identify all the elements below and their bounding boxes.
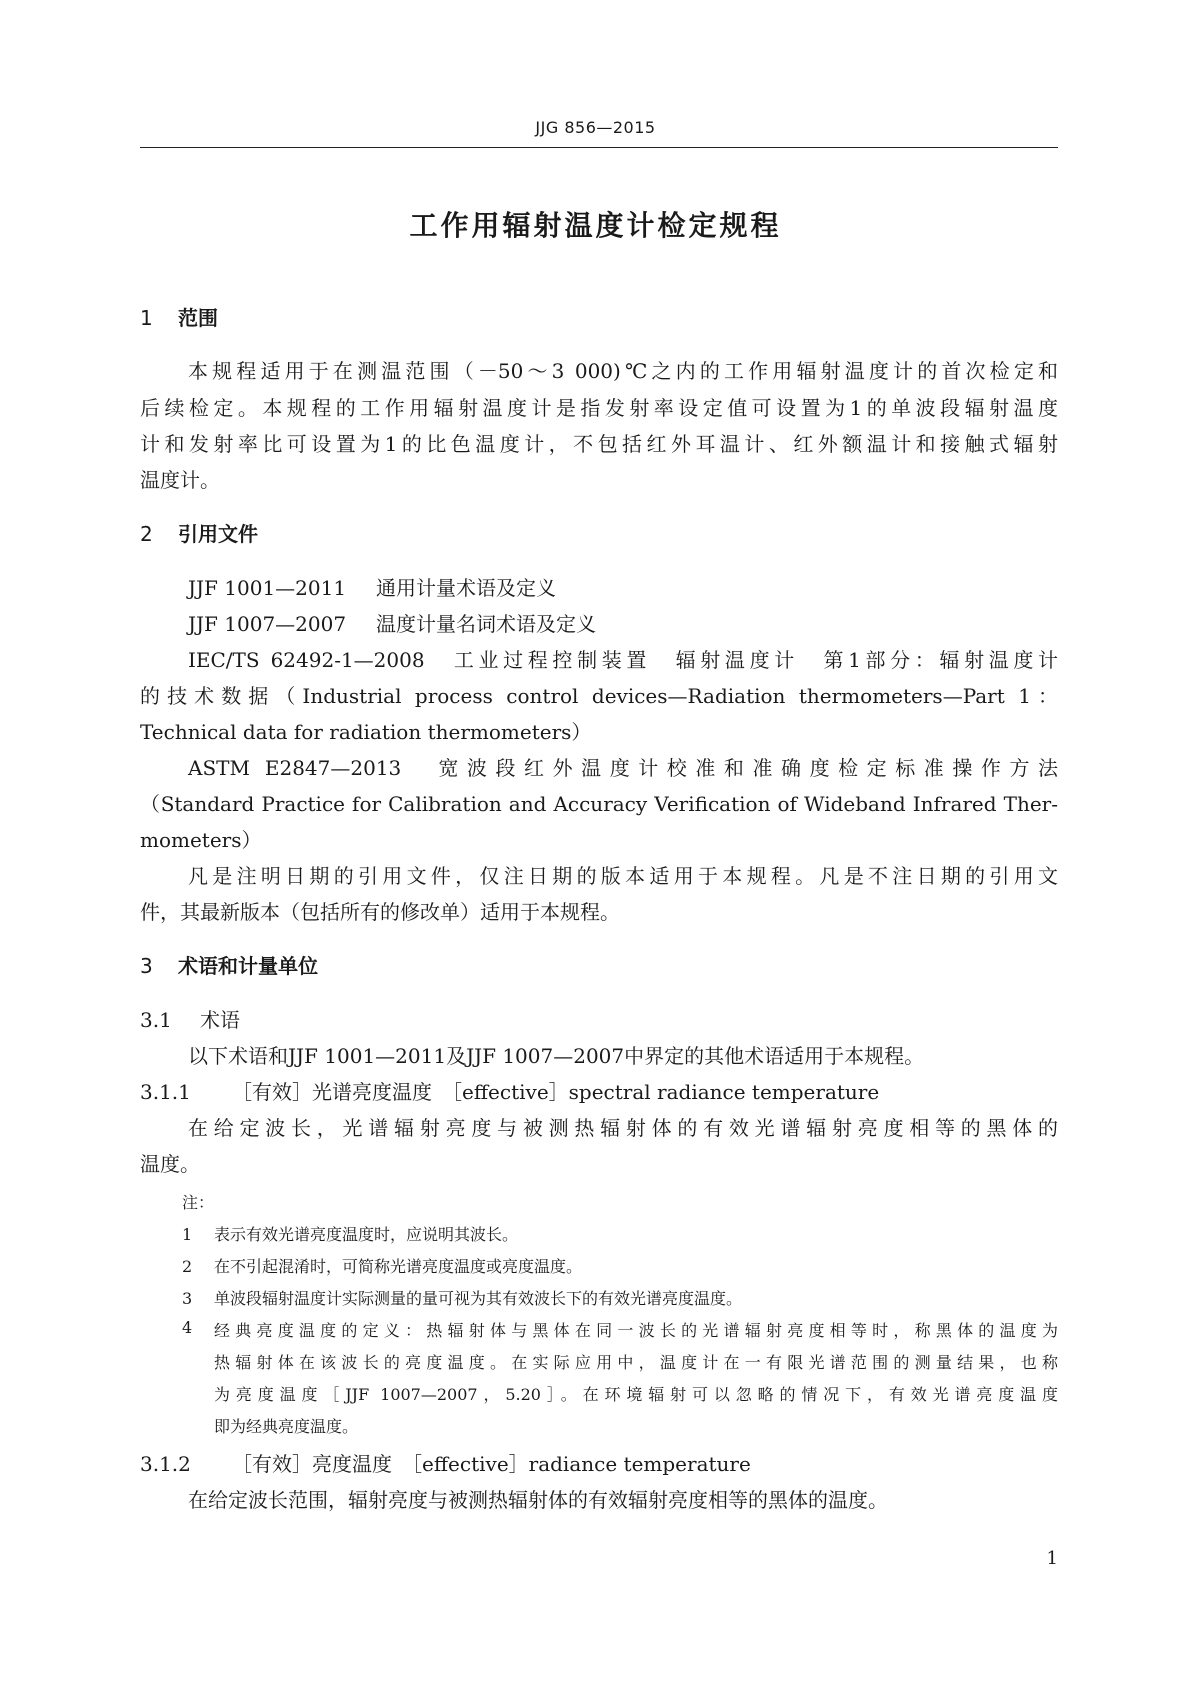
note-4-line-3: 为亮度温度［JJF 1007—2007，5.20］。在环境辐射可以忽略的情况下，有效光谱亮度温度 bbox=[214, 1385, 1058, 1404]
note-text: 单波段辐射温度计实际测量的量可视为其有效波长下的有效光谱亮度温度。 bbox=[214, 1289, 743, 1308]
note-label: 注： bbox=[182, 1193, 215, 1212]
section-3-heading bbox=[140, 950, 318, 979]
section-1-heading bbox=[140, 302, 218, 331]
section-2-heading bbox=[140, 518, 258, 547]
iec-reference-line-2: 的技术数据（Industrial process control devices—Radiation thermometers—Part 1： bbox=[140, 684, 1058, 708]
term-3-1-1-definition-line-1: 在给定波长，光谱辐射亮度与被测热辐射体的有效光谱辐射亮度相等的黑体的 bbox=[188, 1116, 1058, 1140]
note-item bbox=[182, 1254, 582, 1277]
reference-title: 通用计量术语及定义 bbox=[376, 576, 556, 600]
section-title: 范围 bbox=[178, 306, 218, 330]
note-4-line-1: 经典亮度温度的定义：热辐射体与黑体在同一波长的光谱辐射亮度相等时，称黑体的温度为 bbox=[214, 1321, 1058, 1340]
reference-item bbox=[188, 608, 596, 637]
astm-reference-line-3: mometers） bbox=[140, 828, 262, 852]
section-number: 2 bbox=[140, 522, 153, 546]
note-item bbox=[182, 1318, 214, 1337]
note-number: 4 bbox=[182, 1318, 193, 1337]
reference-code: JJF 1001—2011 bbox=[188, 576, 347, 600]
term-number: 3.1.2 bbox=[140, 1452, 191, 1476]
term-number: 3.1.1 bbox=[140, 1080, 191, 1104]
scope-line-4: 温度计。 bbox=[140, 468, 220, 492]
iec-reference-line-1: IEC/TS 62492-1—2008 工业过程控制装置 辐射温度计 第1部分：辐射温度计 bbox=[188, 648, 1058, 672]
page-number: 1 bbox=[1046, 1548, 1058, 1569]
dated-reference-note-line-1: 凡是注明日期的引用文件，仅注日期的版本适用于本规程。凡是不注日期的引用文 bbox=[188, 864, 1058, 888]
section-number: 1 bbox=[140, 306, 153, 330]
note-text: 在不引起混淆时，可简称光谱亮度温度或亮度温度。 bbox=[214, 1257, 583, 1276]
dated-reference-note-line-2: 件，其最新版本（包括所有的修改单）适用于本规程。 bbox=[140, 900, 620, 924]
term-3-1-2-heading bbox=[140, 1448, 751, 1477]
term-3-1-1-definition-line-2: 温度。 bbox=[140, 1152, 200, 1176]
page-title: 工作用辐射温度计检定规程 bbox=[409, 209, 782, 242]
document-code: JJG 856—2015 bbox=[535, 118, 656, 137]
section-number: 3 bbox=[140, 954, 153, 978]
note-4-line-2: 热辐射体在该波长的亮度温度。在实际应用中，温度计在一有限光谱范围的测量结果，也称 bbox=[214, 1353, 1058, 1372]
astm-reference-line-2: （Standard Practice for Calibration and Accuracy Verification of Wideband Infrared Ther- bbox=[140, 792, 1058, 816]
subsection-number: 3.1 bbox=[140, 1008, 172, 1032]
term-name: ［有效］光谱亮度温度 ［effective］spectral radiance temperature bbox=[232, 1080, 880, 1104]
scope-line-1: 本规程适用于在测温范围（－50～3 000)℃之内的工作用辐射温度计的首次检定和 bbox=[188, 359, 1058, 383]
subsection-title: 术语 bbox=[200, 1008, 240, 1032]
note-item bbox=[182, 1222, 518, 1245]
note-number: 3 bbox=[182, 1289, 193, 1308]
reference-item bbox=[188, 572, 556, 601]
reference-code: JJF 1007—2007 bbox=[188, 612, 347, 636]
note-number: 1 bbox=[182, 1225, 193, 1244]
note-text: 表示有效光谱亮度温度时，应说明其波长。 bbox=[214, 1225, 519, 1244]
scope-line-2: 后续检定。本规程的工作用辐射温度计是指发射率设定值可设置为1的单波段辐射温度 bbox=[140, 396, 1058, 420]
term-3-1-2-definition: 在给定波长范围，辐射亮度与被测热辐射体的有效辐射亮度相等的黑体的温度。 bbox=[188, 1488, 888, 1512]
iec-reference-line-3: Technical data for radiation thermometers） bbox=[140, 720, 592, 744]
header-divider bbox=[140, 147, 1058, 148]
terms-intro: 以下术语和JJF 1001—2011及JJF 1007—2007中界定的其他术语适用于本规程。 bbox=[188, 1044, 925, 1068]
section-title: 引用文件 bbox=[178, 522, 258, 546]
note-item bbox=[182, 1286, 742, 1309]
term-name: ［有效］亮度温度 ［effective］radiance temperature bbox=[232, 1452, 751, 1476]
term-3-1-1-heading bbox=[140, 1076, 879, 1105]
note-4-line-4: 即为经典亮度温度。 bbox=[214, 1417, 359, 1436]
astm-reference-line-1: ASTM E2847—2013 宽波段红外温度计校准和准确度检定标准操作方法 bbox=[188, 756, 1058, 780]
reference-title: 温度计量名词术语及定义 bbox=[376, 612, 596, 636]
subsection-3-1-heading bbox=[140, 1004, 240, 1033]
section-title: 术语和计量单位 bbox=[178, 954, 318, 978]
note-number: 2 bbox=[182, 1257, 193, 1276]
scope-line-3: 计和发射率比可设置为1的比色温度计，不包括红外耳温计、红外额温计和接触式辐射 bbox=[140, 432, 1058, 456]
